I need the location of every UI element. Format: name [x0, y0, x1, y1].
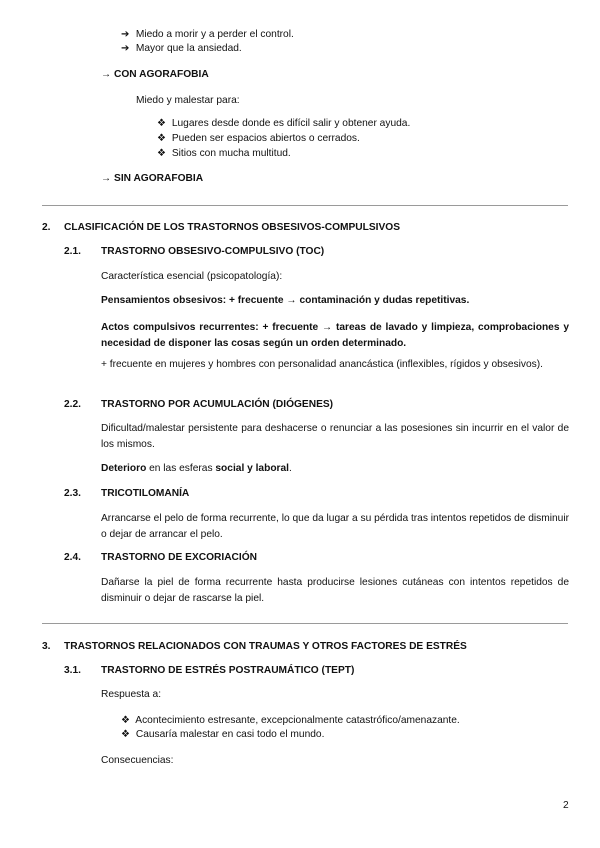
- subsection-number: 2.2.: [64, 399, 81, 410]
- list-item: ➔ Miedo a morir y a perder el control.: [121, 29, 294, 40]
- subsection-title: TRASTORNO DE ESTRÉS POSTRAUMÁTICO (TEPT): [101, 665, 355, 676]
- list-item: ➔ Mayor que la ansiedad.: [121, 43, 242, 54]
- paragraph: Pensamientos obsesivos: + frecuente → contaminación y dudas repetitivas.: [101, 295, 470, 306]
- diamond-bullet-icon: ❖: [157, 148, 166, 159]
- subsection-number: 2.4.: [64, 552, 81, 563]
- paragraph: Respuesta a:: [101, 689, 162, 700]
- section-number: 2.: [42, 222, 51, 233]
- subsection-title: TRASTORNO POR ACUMULACIÓN (DIÓGENES): [101, 399, 334, 410]
- paragraph: Dañarse la piel de forma recurrente hasta producirse lesiones cutáneas con intentos repetidos de disminuir o dejar de rascarse la piel.: [101, 577, 569, 604]
- paragraph: Característica esencial (psicopatología):: [101, 271, 283, 282]
- page-number: 2: [563, 800, 569, 811]
- list-item: ❖ Pueden ser espacios abiertos o cerrados.: [157, 133, 360, 144]
- paragraph: Deterioro en las esferas social y laboral.: [101, 463, 292, 474]
- list-item: ❖ Lugares desde donde es difícil salir y obtener ayuda.: [157, 118, 411, 129]
- diamond-bullet-icon: ❖: [157, 133, 166, 144]
- paragraph: Actos compulsivos recurrentes: + frecuente → tareas de lavado y limpieza, comprobaciones y necesidad de disponer las cosas según un orden determinado.: [101, 322, 569, 349]
- section-number: 3.: [42, 641, 51, 652]
- subsection-number: 3.1.: [64, 665, 81, 676]
- paragraph: Miedo y malestar para:: [136, 95, 240, 106]
- paragraph: Consecuencias:: [101, 755, 174, 766]
- paragraph: + frecuente en mujeres y hombres con personalidad anancástica (inflexibles, rígidos y obsesivos).: [101, 359, 543, 370]
- section-divider: [42, 623, 568, 624]
- arrow-icon: ➔: [121, 43, 130, 54]
- section-title: CLASIFICACIÓN DE LOS TRASTORNOS OBSESIVOS-COMPULSIVOS: [64, 222, 401, 233]
- subsection-number: 2.1.: [64, 246, 81, 257]
- diamond-bullet-icon: ❖: [157, 118, 166, 129]
- subheading-con-agorafobia: → CON AGORAFOBIA: [101, 69, 209, 80]
- arrow-icon: ➔: [121, 29, 130, 40]
- list-item: ❖ Acontecimiento estresante, excepcionalmente catastrófico/amenazante.: [121, 715, 460, 726]
- paragraph: Arrancarse el pelo de forma recurrente, lo que da lugar a su pérdida tras intentos repetidos de disminuir o dejar de arrancar el pelo.: [101, 513, 569, 540]
- subsection-title: TRASTORNO DE EXCORIACIÓN: [101, 552, 258, 563]
- subsection-number: 2.3.: [64, 488, 81, 499]
- subsection-title: TRICOTILOMANÍA: [101, 488, 190, 499]
- subsection-title: TRASTORNO OBSESIVO-COMPULSIVO (TOC): [101, 246, 325, 257]
- subheading-sin-agorafobia: → SIN AGORAFOBIA: [101, 173, 204, 184]
- list-item: ❖ Sitios con mucha multitud.: [157, 148, 291, 159]
- diamond-bullet-icon: ❖: [121, 715, 130, 726]
- diamond-bullet-icon: ❖: [121, 729, 130, 740]
- section-divider: [42, 205, 568, 206]
- list-item: ❖ Causaría malestar en casi todo el mundo.: [121, 729, 325, 740]
- paragraph: Dificultad/malestar persistente para deshacerse o renunciar a las posesiones sin incurrir en el valor de los mismos.: [101, 423, 569, 450]
- section-title: TRASTORNOS RELACIONADOS CON TRAUMAS Y OTROS FACTORES DE ESTRÉS: [64, 641, 467, 652]
